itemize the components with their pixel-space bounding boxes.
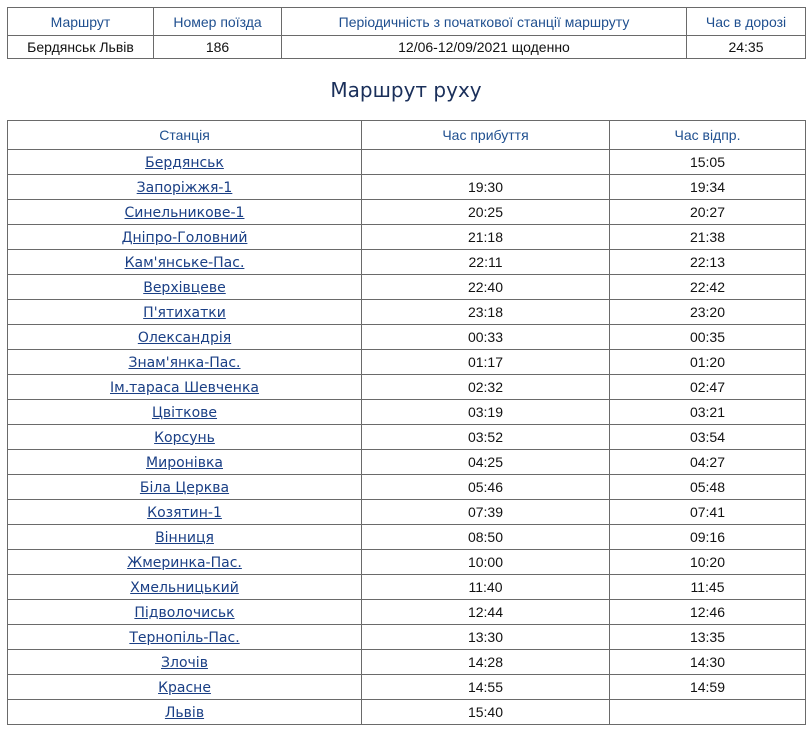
table-row [8, 325, 806, 350]
table-row [8, 400, 806, 425]
arrival-time: 22:11 [362, 250, 610, 275]
station-link[interactable]: Вінниця [155, 529, 214, 546]
station-cell [8, 575, 362, 600]
arrival-time: 20:25 [362, 200, 610, 225]
station-link[interactable]: Тернопіль-Пас. [129, 629, 240, 646]
departure-time: 22:42 [610, 275, 806, 300]
station-cell [8, 550, 362, 575]
travel-time-value: 24:35 [687, 36, 806, 59]
station-cell [8, 175, 362, 200]
station-link[interactable]: Ім.тараса Шевченка [110, 379, 259, 396]
arrival-time: 02:32 [362, 375, 610, 400]
arrival-time: 13:30 [362, 625, 610, 650]
arrival-time: 08:50 [362, 525, 610, 550]
departure-time: 14:59 [610, 675, 806, 700]
departure-time: 22:13 [610, 250, 806, 275]
header-route: Маршрут [8, 8, 154, 36]
station-link[interactable]: Цвіткове [151, 404, 218, 421]
station-link[interactable]: Миронівка [146, 454, 223, 471]
station-cell [8, 500, 362, 525]
station-cell [8, 325, 362, 350]
station-cell [8, 525, 362, 550]
station-link[interactable]: Олександрія [137, 329, 232, 346]
arrival-time: 12:44 [362, 600, 610, 625]
table-row [8, 425, 806, 450]
station-link[interactable]: Дніпро-Головний [121, 229, 248, 246]
table-row [8, 150, 806, 175]
arrival-time: 01:17 [362, 350, 610, 375]
stops-body [8, 150, 806, 725]
table-row [8, 475, 806, 500]
header-arrival: Час прибуття [362, 121, 610, 150]
station-cell [8, 675, 362, 700]
station-cell [8, 150, 362, 175]
departure-time: 15:05 [610, 150, 806, 175]
station-link[interactable]: Підволочиськ [134, 604, 235, 621]
station-link[interactable]: Запоріжжя-1 [136, 179, 233, 196]
table-row [8, 700, 806, 725]
departure-time: 11:45 [610, 575, 806, 600]
arrival-time: 04:25 [362, 450, 610, 475]
station-link[interactable]: Знам'янка-Пас. [128, 354, 241, 371]
arrival-time: 07:39 [362, 500, 610, 525]
table-row [8, 250, 806, 275]
departure-time: 02:47 [610, 375, 806, 400]
station-cell [8, 250, 362, 275]
arrival-time: 05:46 [362, 475, 610, 500]
station-cell [8, 650, 362, 675]
departure-time: 03:21 [610, 400, 806, 425]
station-link[interactable]: Верхівцеве [143, 279, 226, 296]
station-cell [8, 400, 362, 425]
table-row [8, 525, 806, 550]
table-row [8, 350, 806, 375]
departure-time [610, 700, 806, 725]
arrival-time: 11:40 [362, 575, 610, 600]
table-row [8, 625, 806, 650]
table-row [8, 300, 806, 325]
station-cell [8, 300, 362, 325]
table-row [8, 275, 806, 300]
table-row [8, 375, 806, 400]
header-periodicity: Періодичність з початкової станції маршруту [282, 8, 687, 36]
table-row [8, 575, 806, 600]
departure-time: 19:34 [610, 175, 806, 200]
header-station: Станція [8, 121, 362, 150]
header-train-number: Номер поїзда [154, 8, 282, 36]
arrival-time: 15:40 [362, 700, 610, 725]
route-value: Бердянськ Львів [8, 36, 154, 59]
arrival-time: 21:18 [362, 225, 610, 250]
arrival-time: 22:40 [362, 275, 610, 300]
station-cell [8, 475, 362, 500]
departure-time: 07:41 [610, 500, 806, 525]
arrival-time: 14:55 [362, 675, 610, 700]
station-link[interactable]: Біла Церква [139, 479, 230, 496]
departure-time: 03:54 [610, 425, 806, 450]
train-info-table [7, 7, 806, 59]
station-cell [8, 200, 362, 225]
header-travel-time: Час в дорозі [687, 8, 806, 36]
station-link[interactable]: Кам'янське-Пас. [124, 254, 245, 271]
arrival-time: 03:52 [362, 425, 610, 450]
arrival-time [362, 150, 610, 175]
departure-time: 10:20 [610, 550, 806, 575]
departure-time: 23:20 [610, 300, 806, 325]
header-departure: Час відпр. [610, 121, 806, 150]
station-cell [8, 450, 362, 475]
departure-time: 21:38 [610, 225, 806, 250]
station-link[interactable]: Злочів [161, 654, 208, 671]
arrival-time: 14:28 [362, 650, 610, 675]
station-cell [8, 350, 362, 375]
station-link[interactable]: Козятин-1 [147, 504, 222, 521]
table-row [8, 600, 806, 625]
departure-time: 09:16 [610, 525, 806, 550]
arrival-time: 23:18 [362, 300, 610, 325]
table-row [8, 650, 806, 675]
stops-table [7, 120, 806, 725]
arrival-time: 03:19 [362, 400, 610, 425]
periodicity-value: 12/06-12/09/2021 щоденно [282, 36, 687, 59]
table-row [8, 500, 806, 525]
table-row [8, 450, 806, 475]
station-cell [8, 425, 362, 450]
departure-time: 13:35 [610, 625, 806, 650]
train-number-value: 186 [154, 36, 282, 59]
table-row [8, 200, 806, 225]
station-link[interactable]: Хмельницький [130, 579, 239, 596]
station-link[interactable]: Красне [158, 679, 211, 696]
arrival-time: 10:00 [362, 550, 610, 575]
table-row [8, 550, 806, 575]
station-link[interactable]: Львів [164, 704, 205, 721]
departure-time: 04:27 [610, 450, 806, 475]
station-link[interactable]: П'ятихатки [143, 304, 226, 321]
departure-time: 01:20 [610, 350, 806, 375]
train-info-row [8, 36, 806, 59]
departure-time: 00:35 [610, 325, 806, 350]
route-title: Маршрут руху [330, 78, 482, 102]
station-cell [8, 275, 362, 300]
train-info-header-row [8, 8, 806, 36]
station-cell [8, 225, 362, 250]
station-link[interactable]: Корсунь [154, 429, 215, 446]
table-row [8, 675, 806, 700]
station-cell [8, 600, 362, 625]
arrival-time: 00:33 [362, 325, 610, 350]
station-link[interactable]: Бердянськ [145, 154, 224, 171]
station-cell [8, 700, 362, 725]
station-cell [8, 375, 362, 400]
table-row [8, 225, 806, 250]
table-row [8, 175, 806, 200]
station-link[interactable]: Жмеринка-Пас. [127, 554, 242, 571]
arrival-time: 19:30 [362, 175, 610, 200]
departure-time: 05:48 [610, 475, 806, 500]
departure-time: 12:46 [610, 600, 806, 625]
station-link[interactable]: Синельникове-1 [124, 204, 245, 221]
departure-time: 14:30 [610, 650, 806, 675]
station-cell [8, 625, 362, 650]
departure-time: 20:27 [610, 200, 806, 225]
stops-header-row [8, 121, 806, 150]
